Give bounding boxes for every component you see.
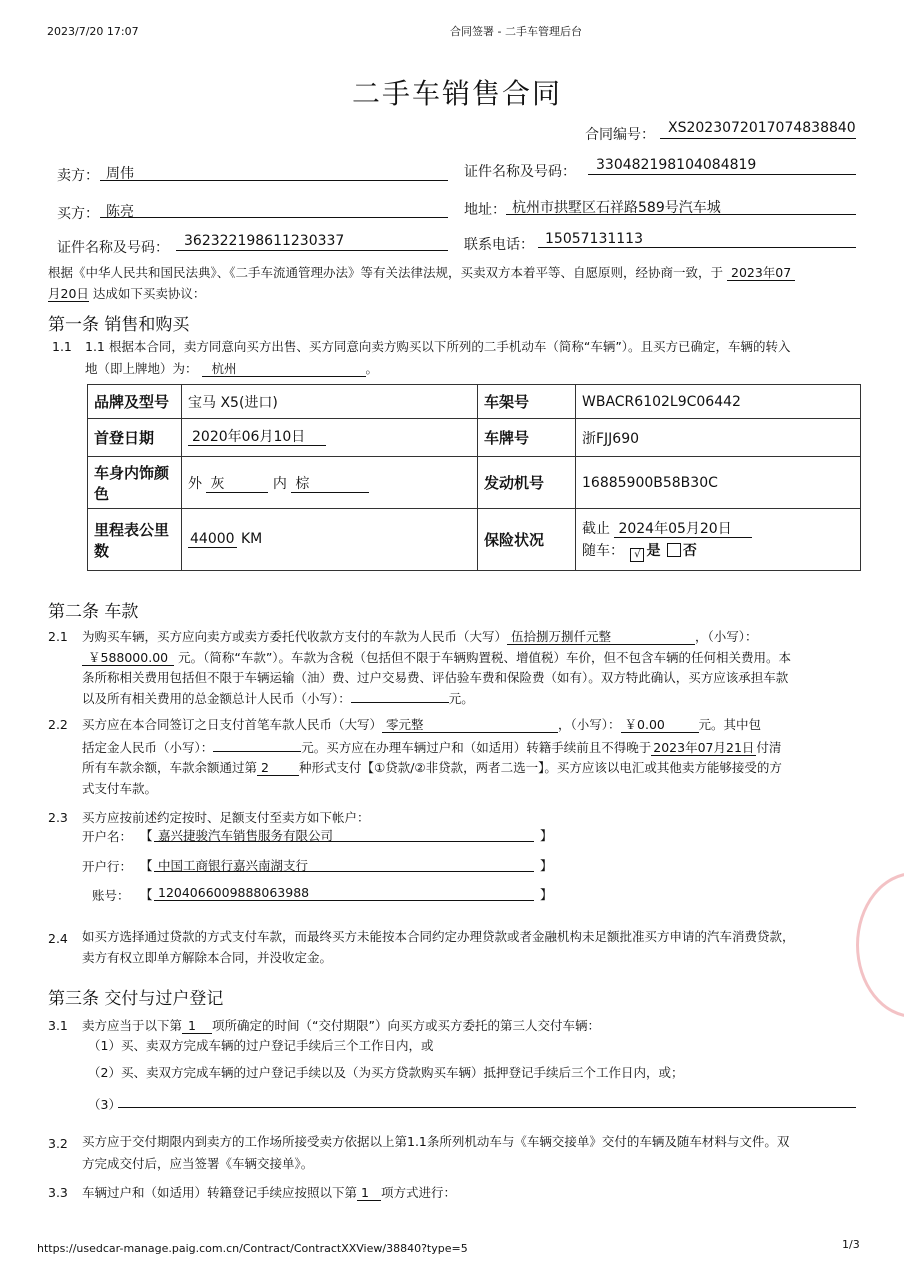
clause-2-2-number: 2.2 xyxy=(48,717,68,732)
mileage-value: 44000 xyxy=(190,531,235,547)
seller-underline xyxy=(100,180,448,181)
clause-1-1-number: 1.1 xyxy=(52,339,72,354)
reg-date-cell xyxy=(182,419,478,457)
clause-3-1-text: 卖方应当于以下第 1 项所确定的时间（“交付期限”）向买方或买方委托的第三人交付车辆： xyxy=(82,1018,600,1033)
price-in-words: 伍拾捌万捌仟元整 xyxy=(507,629,695,645)
account-no-close-bracket: 】 xyxy=(540,887,553,902)
transfer-place: 杭州 xyxy=(202,361,366,377)
color-cell: 外 灰 内 棕 xyxy=(182,457,478,509)
address: 杭州市拱墅区石祥路589号汽车城 xyxy=(512,200,721,216)
bank-underline xyxy=(154,871,534,872)
table-row xyxy=(88,385,861,419)
reg-date-value: 2020年06月10日 xyxy=(188,430,326,446)
intro-text: 根据《中华人民共和国民法典》、《二手车流通管理办法》等有关法律法规，买卖双方本着平等、自愿原则，经协商一致，于 2023年07 xyxy=(48,263,795,281)
clause-2-1-line-3: 条所称相关费用包括但不限于车辆运输（油）费、过户交易费、评估验车费和保险费（如有）。双方特此确认，买方应该承担车款 xyxy=(82,670,789,685)
delivery-option: 1 xyxy=(182,1018,212,1034)
contract-no-underline xyxy=(660,138,856,139)
clause-2-2-line-3: 所有车款余额，车款余额通过第 2 种形式支付【①贷款/②非贷款，两者二选一】。买方应该以电汇或其他卖方能够接受的方 xyxy=(82,760,782,775)
vin-label: 车架号 xyxy=(478,385,576,419)
clause-2-1-line-4: 以及所有相关费用的总金额总计人民币（小写）： 元。 xyxy=(82,688,474,707)
bank-open-bracket: 【 xyxy=(140,858,153,873)
insurance-date: 2024年05月20日 xyxy=(614,522,752,538)
payment-method: 2 xyxy=(257,760,299,776)
clause-2-3-text: 买方应按前述约定按时、足额支付至卖方如下帐户： xyxy=(82,810,370,825)
buyer-id-label: 证件名称及号码： xyxy=(57,240,169,256)
delivery-option-3: （3） xyxy=(88,1097,121,1112)
clause-2-4-number: 2.4 xyxy=(48,931,68,946)
no-checkbox xyxy=(667,543,681,557)
article-3-heading: 第三条 交付与过户登记 xyxy=(48,989,224,1009)
address-label: 地址： xyxy=(464,202,506,218)
intro-date-a: 2023年07 xyxy=(727,265,795,281)
vin-value: WBACR6102L9C06442 xyxy=(576,385,861,419)
engine-label: 发动机号 xyxy=(478,457,576,509)
address-underline xyxy=(506,214,856,215)
account-name-close-bracket: 】 xyxy=(540,828,553,843)
account-no: 1204066009888063988 xyxy=(158,885,310,900)
buyer-name: 陈亮 xyxy=(106,204,134,220)
company-seal xyxy=(856,872,904,1018)
clause-2-1-number: 2.1 xyxy=(48,629,68,644)
bank-label: 开户行： xyxy=(82,859,133,874)
buyer-underline xyxy=(100,217,448,218)
window-title: 合同签署 - 二手车管理后台 xyxy=(450,25,582,38)
interior-color: 棕 xyxy=(291,477,369,493)
delivery-option-3-blank xyxy=(118,1107,856,1108)
brand-label: 品牌及型号 xyxy=(88,385,182,419)
clause-2-2-line-1: 买方应在本合同签订之日支付首笔车款人民币（大写） 零元整 ，（小写）： ￥0.00 元。其中包 xyxy=(82,717,762,732)
buyer-id-underline xyxy=(176,250,448,251)
account-no-open-bracket: 【 xyxy=(140,887,153,902)
page-number: 1/3 xyxy=(842,1238,860,1251)
clause-2-1-line-1: 为购买车辆，买方应向卖方或卖方委托代收款方支付的车款为人民币（大写） 伍拾捌万捌仟元整 ，（小写）： xyxy=(82,629,758,644)
yes-checkbox: √ xyxy=(630,548,644,562)
insurance-cell: 截止 2024年05月20日 随车： √ 是 否 xyxy=(576,509,861,571)
clause-3-2-line-2: 方完成交付后，应当签署《车辆交接单》。 xyxy=(82,1156,314,1171)
clause-2-1-line-2: ￥588000.00 元。（简称“车款”）。车款为含税（包括但不限于车辆购置税、增值税）车价，但不包含车辆的任何相关费用。本 xyxy=(82,648,791,666)
total-amount-blank xyxy=(351,688,449,703)
page-url[interactable]: https://usedcar-manage.paig.com.cn/Contract/ContractXXView/38840?type=5 xyxy=(37,1242,468,1255)
clause-3-3-number: 3.3 xyxy=(48,1185,68,1200)
registration-option: 1 xyxy=(357,1185,381,1201)
phone-underline xyxy=(538,247,856,248)
account-name-open-bracket: 【 xyxy=(140,828,153,843)
bank-close-bracket: 】 xyxy=(540,858,553,873)
price-in-figures: ￥588000.00 xyxy=(82,650,174,666)
mileage-cell: 44000 KM xyxy=(182,509,478,571)
plate-label: 车牌号 xyxy=(478,419,576,457)
engine-value: 16885900B58B30C xyxy=(576,457,861,509)
table-row xyxy=(88,419,861,457)
buyer-id: 362322198611230337 xyxy=(184,233,345,249)
down-payment-words: 零元整 xyxy=(382,717,558,733)
clause-2-4-line-2: 卖方有权立即单方解除本合同，并没收定金。 xyxy=(82,950,333,965)
document-title: 二手车销售合同 xyxy=(352,77,563,110)
article-1-heading: 第一条 销售和购买 xyxy=(48,315,190,335)
contract-no-label: 合同编号： xyxy=(585,127,655,143)
reg-date-label: 首登日期 xyxy=(88,419,182,457)
deposit-blank xyxy=(213,737,301,752)
clause-2-2-line-2: 括定金人民币（小写）： 元。买方应在办理车辆过户和（如适用）转籍手续前且不得晚于 2023年07月21日 付清 xyxy=(82,737,781,756)
color-label: 车身内饰颜色 xyxy=(88,457,182,509)
delivery-option-2: （2）买、卖双方完成车辆的过户登记手续以及（为买方贷款购买车辆）抵押登记手续后三个工作日内，或； xyxy=(88,1065,684,1080)
article-2-heading: 第二条 车款 xyxy=(48,602,139,622)
clause-3-3-text: 车辆过户和（如适用）转籍登记手续应按照以下第 1 项方式进行： xyxy=(82,1185,457,1200)
seller-name: 周伟 xyxy=(106,166,134,182)
clause-1-1-text: 1.1 根据本合同，卖方同意向买方出售、买方同意向卖方购买以下所列的二手机动车（简称“车辆”）。且买方已确定，车辆的转入 xyxy=(85,339,791,354)
down-payment-figures: ￥0.00 xyxy=(621,717,699,733)
exterior-color: 灰 xyxy=(206,477,268,493)
account-name: 嘉兴捷骏汽车销售服务有限公司 xyxy=(158,828,334,843)
account-no-label: 账号： xyxy=(92,888,130,903)
seller-id-label: 证件名称及号码： xyxy=(464,164,576,180)
table-row xyxy=(88,457,861,509)
table-row xyxy=(88,509,861,571)
phone-label: 联系电话： xyxy=(464,237,534,253)
seller-id: 330482198104084819 xyxy=(596,157,757,173)
insurance-label: 保险状况 xyxy=(478,509,576,571)
clause-3-1-number: 3.1 xyxy=(48,1018,68,1033)
print-datetime: 2023/7/20 17:07 xyxy=(47,25,139,38)
clause-2-4-line-1: 如买方选择通过贷款的方式支付车款，而最终买方未能按本合同约定办理贷款或者金融机构未足额批准买方申请的汽车消费贷款， xyxy=(82,929,795,944)
brand-value: 宝马 X5(进口) xyxy=(182,385,478,419)
clause-3-2-line-1: 买方应于交付期限内到卖方的工作场所接受卖方依据以上第1.1条所列机动车与《车辆交接单》交付的车辆及随车材料与文件。双 xyxy=(82,1134,790,1149)
seller-label: 卖方： xyxy=(57,168,99,184)
payoff-date: 2023年07月21日 xyxy=(653,740,755,755)
contract-no: XS20230720170748388​40 xyxy=(668,120,856,136)
intro-text-2: 月20日 达成如下买卖协议： xyxy=(48,286,206,301)
clause-2-3-number: 2.3 xyxy=(48,810,68,825)
clause-2-2-line-4: 式支付车款。 xyxy=(82,781,158,796)
bank-name: 中国工商银行嘉兴南湖支行 xyxy=(158,858,309,873)
vehicle-table xyxy=(87,384,861,571)
buyer-label: 买方： xyxy=(57,206,99,222)
intro-date-b: 月20日 xyxy=(48,286,89,301)
mileage-label: 里程表公里数 xyxy=(88,509,182,571)
account-name-label: 开户名： xyxy=(82,829,133,844)
delivery-option-1: （1）买、卖双方完成车辆的过户登记手续后三个工作日内，或 xyxy=(88,1038,434,1053)
account-name-underline xyxy=(154,841,534,842)
seller-id-underline xyxy=(588,174,856,175)
phone: 15057131113 xyxy=(545,231,643,247)
clause-1-1-text-2: 地（即上牌地）为： 杭州 。 xyxy=(85,361,379,376)
account-no-underline xyxy=(154,900,534,901)
plate-value: 浙FJJ690 xyxy=(576,419,861,457)
clause-3-2-number: 3.2 xyxy=(48,1136,68,1151)
